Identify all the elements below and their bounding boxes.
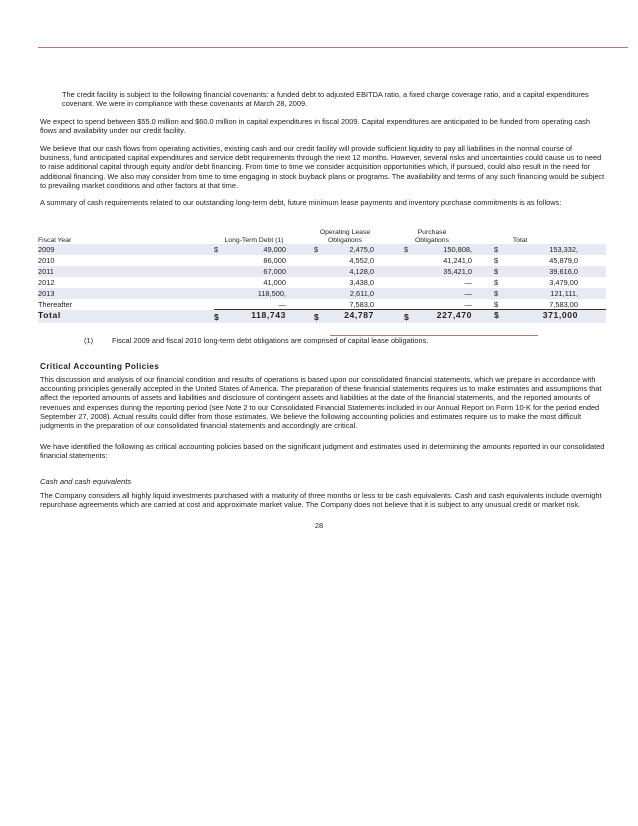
header-total: Total	[512, 237, 528, 244]
row-purchase: —	[464, 289, 472, 298]
table-row	[38, 244, 606, 255]
currency-symbol: $	[404, 245, 409, 254]
summary-paragraph: A summary of cash requirements related to our outstanding long-term debt, future minimum lease payments and inventory purchase commitments is as follows:	[40, 198, 562, 207]
row-ltd: —	[278, 300, 286, 309]
row-purchase: —	[464, 278, 472, 287]
header-purchase: Purchase Obligations	[414, 229, 449, 244]
row-total: 3,479,00	[549, 278, 578, 287]
total-row	[38, 310, 606, 323]
currency-symbol: $	[494, 256, 499, 265]
currency-symbol: $	[494, 267, 499, 276]
header-rule	[38, 47, 628, 48]
currency-symbol: $	[214, 245, 219, 254]
table-row	[38, 266, 606, 277]
section-heading: Critical Accounting Policies	[40, 362, 160, 371]
capex-paragraph: We expect to spend between $55.0 million and $60.0 million in capital expenditures in fiscal 2009. Capital expenditures are anticipated to be funded from operating cash flows and availability under our credit facility.	[40, 117, 590, 136]
footnote-text: Fiscal 2009 and fiscal 2010 long-term debt obligations are comprised of capital lease obligations.	[112, 336, 429, 345]
row-op-lease: 4,128,0	[349, 267, 374, 276]
header-long-term-debt: Long-Term Debt (1)	[224, 237, 284, 244]
row-op-lease: 4,552,0	[349, 256, 374, 265]
header-operating-lease: Operating Lease Obligations	[319, 229, 371, 244]
row-purchase: 35,421,0	[443, 267, 472, 276]
table-row	[38, 255, 606, 266]
total-op-lease: 24,787	[344, 310, 374, 320]
row-ltd: 49,000	[263, 245, 286, 254]
currency-symbol: $	[494, 245, 499, 254]
liquidity-paragraph: We believe that our cash flows from operating activities, existing cash and our credit facility will provide sufficient liquidity to pay all liabilities in the normal course of business, fund anticipated capital expenditures and service debt requirements through the next 12 months. However, several risks and uncertainties could cause us to need to raise additional capital through equity and/or debt financing. From time to time we consider acquisition opportunities which, if pursued, could also result in the need for additional financing. We also may consider from time to time engaging in stock buyback plans or programs. The availability and terms of any such financing would be subject to prevailing market conditions and other factors at that time.	[40, 144, 605, 190]
row-total: 153,332,	[549, 245, 578, 254]
footnote-marker: (1)	[84, 336, 94, 345]
critical-paragraph-1: This discussion and analysis of our financial condition and results of operations is based upon our consolidated financial statements, which we prepare in accordance with accounting principles generally accepted in the United States of America. The preparation of these financial statements requires us to make estimates and assumptions that affect the reported amounts of assets and liabilities and disclosure of contingent assets and liabilities at the date of the financial statements, and the reported amounts of revenues and expenses during the reporting period (see Note 2 to our Consolidated Financial Statements included in our Annual Report on Form 10-K for the period ended September 27, 2008). Actual results could differ from those estimates. We believe the following accounting policies and estimates require us to make the most difficult judgments in the preparation of our consolidated financial statements and accordingly are critical.	[40, 375, 602, 431]
currency-symbol: $	[494, 278, 499, 287]
row-purchase: —	[464, 300, 472, 309]
row-ltd: 67,000	[263, 267, 286, 276]
sub-heading: Cash and cash equivalents	[40, 477, 132, 486]
row-year: 2011	[38, 267, 54, 276]
currency-symbol: $	[314, 245, 319, 254]
row-total: 7,583,00	[549, 300, 578, 309]
total-purchase: 227,470	[436, 310, 472, 320]
table-row	[38, 277, 606, 288]
row-year: Thereafter	[38, 300, 73, 309]
covenants-paragraph: The credit facility is subject to the following financial covenants: a funded debt to adjusted EBITDA ratio, a fixed charge coverage ratio, and a capital expenditures covenant. We were in compliance with these covenants at March 28, 2009.	[62, 90, 589, 109]
row-year: 2013	[38, 289, 55, 298]
cash-paragraph: The Company considers all highly liquid investments purchased with a maturity of three months or less to be cash equivalents. Cash and cash equivalents include overnight repurchase agreements which are carried at cost and approximate market value. The Company does not believe that it is subject to any unusual credit or market risk.	[40, 491, 602, 510]
critical-paragraph-2: We have identified the following as critical accounting policies based on the significant judgment and estimates used in determining the amounts reported in our consolidated financial statements:	[40, 442, 605, 461]
currency-symbol: $	[404, 312, 410, 322]
currency-symbol: $	[494, 289, 499, 298]
table-row	[38, 299, 606, 310]
currency-symbol: $	[494, 310, 500, 320]
page-number: 28	[314, 521, 324, 530]
table-row	[38, 288, 606, 299]
row-op-lease: 2,611,0	[349, 289, 374, 298]
row-op-lease: 2,475,0	[349, 245, 374, 254]
row-year: 2010	[38, 256, 55, 265]
row-total: 121,111,	[550, 289, 578, 298]
currency-symbol: $	[214, 312, 220, 322]
row-ltd: 41,000	[263, 278, 286, 287]
total-total: 371,000	[542, 310, 578, 320]
row-op-lease: 7,583,0	[349, 300, 374, 309]
row-total: 39,616,0	[549, 267, 578, 276]
row-ltd: 86,000	[263, 256, 286, 265]
currency-symbol: $	[314, 312, 320, 322]
row-total: 45,879,0	[549, 256, 578, 265]
row-year: 2009	[38, 245, 55, 254]
header-fiscal-year: Fiscal Year	[38, 237, 72, 244]
row-purchase: 150,808,	[443, 245, 472, 254]
total-ltd: 118,743	[251, 310, 286, 320]
total-label: Total	[38, 310, 61, 320]
row-year: 2012	[38, 278, 55, 287]
row-purchase: 41,241,0	[443, 256, 472, 265]
row-op-lease: 3,438,0	[349, 278, 374, 287]
row-ltd: 118,500,	[257, 289, 286, 298]
currency-symbol: $	[494, 300, 499, 309]
